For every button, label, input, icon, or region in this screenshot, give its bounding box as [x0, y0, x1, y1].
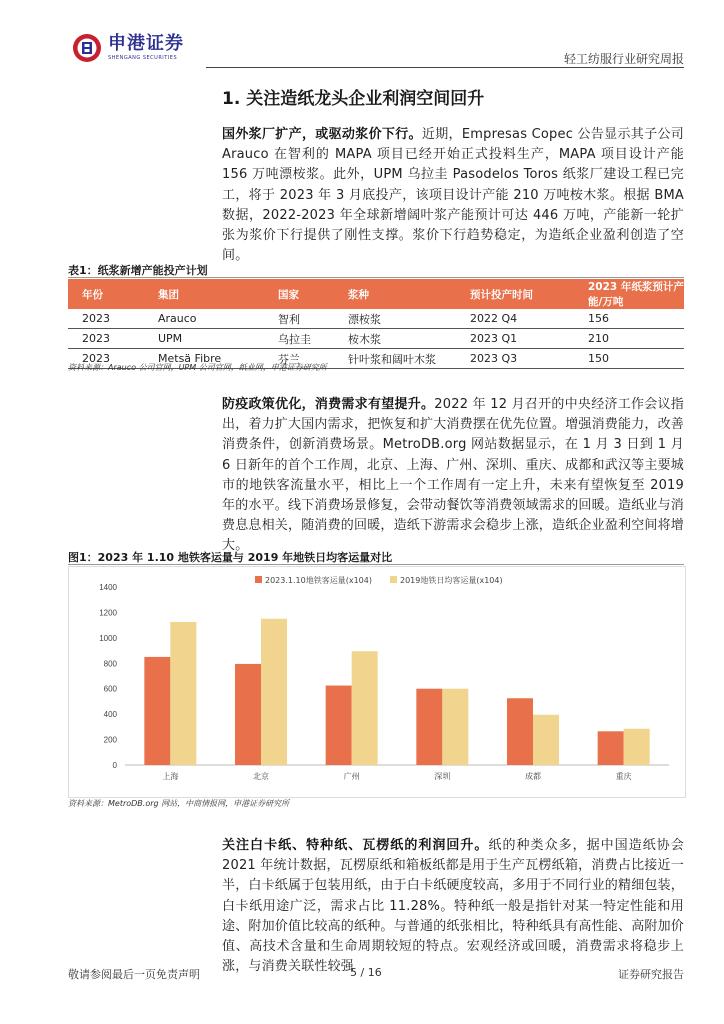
- paragraph-lead: 国外浆厂扩产，或驱动浆价下行。: [222, 127, 422, 142]
- paragraph-pulp-expansion: [222, 125, 684, 266]
- bar-baseline: [624, 729, 650, 765]
- bar-current: [507, 698, 533, 765]
- table-header-cell: 2023 年纸浆预计产能/万吨: [574, 279, 684, 309]
- x-tick-label: 成都: [525, 772, 541, 781]
- legend-label: 2023.1.10地铁客运量(x104): [265, 576, 372, 585]
- chart-canvas: [69, 567, 685, 797]
- logo-chinese-name: 申港证券: [108, 33, 184, 54]
- table-cell: 针叶浆和阔叶木浆: [334, 349, 456, 369]
- table-cell: UPM: [144, 329, 264, 349]
- y-tick-label: 200: [103, 735, 117, 745]
- paragraph-body: 2022 年 12 月召开的中央经济工作会议指出，着力扩大国内需求，把恢复和扩大消费摆在优先位置。增强消费能力，改善消费条件，创新消费场景。MetroDB.org 网站数据显示，在 1 月 3 日到 1 月 6 日新年的首个工作周，北京、上海、广州、深圳、重庆、成都和武汉等主要城市的地铁客流量水平，相比上一个工作周有一定上升，未来有望恢复至 2019 年的水平。线下消费场景修复，会带动餐饮等消费领域需求的回暖。造纸业与消费息息相关，随消费的回暖，造纸下游需求会稳步上涨，造纸企业盈利空间将增大。: [222, 397, 685, 554]
- table-cell: 156: [574, 309, 684, 329]
- pulp-capacity-table: [68, 279, 684, 369]
- report-type: 轻工纺服行业研究周报: [563, 52, 684, 66]
- x-tick-label: 广州: [343, 772, 360, 781]
- bar-baseline: [442, 689, 468, 765]
- paragraph-consumption-recovery: [222, 395, 684, 557]
- y-tick-label: 1000: [99, 633, 117, 643]
- table-cell: 2023: [68, 329, 144, 349]
- table-row: [68, 329, 684, 349]
- page-number: 5 / 16: [350, 966, 382, 979]
- table-row: [68, 309, 684, 329]
- paragraph-lead: 关注白卡纸、特种纸、瓦楞纸的利润回升。: [222, 838, 489, 853]
- company-logo: [72, 33, 184, 63]
- y-tick-label: 400: [103, 710, 117, 720]
- bar-baseline: [261, 619, 287, 765]
- bar-current: [598, 731, 624, 765]
- y-tick-label: 600: [103, 684, 117, 694]
- table-cell: 2023 Q1: [456, 329, 574, 349]
- logo-emblem-icon: [72, 33, 102, 63]
- bar-current: [326, 686, 352, 765]
- x-tick-label: 上海: [162, 772, 179, 781]
- bar-baseline: [352, 651, 378, 765]
- legend-swatch: [390, 576, 397, 583]
- paragraph-body: 近期，Empresas Copec 公告显示其子公司 Arauco 在智利的 MAPA 项目已经开始正式投料生产，MAPA 项目设计产能 156 万吨漂桉浆。此外，UPM 乌拉圭 Pasodelos Toros 纸浆厂建设工程已完工，将于 2023 年 3 月底投产，该项目设计产能 210 万吨桉木浆。根据 BMA 数据，2022-2023 年全球新增阔叶浆产能预计可达 446 万吨，产能新一轮扩张为浆价下行提供了刚性支撑。浆价下行趋势稳定，为造纸企业盈利创造了空间。: [222, 127, 684, 264]
- table-source: 资料来源：Arauco 公司官网，UPM 公司官网，纸业网，申港证券研究所: [68, 363, 327, 372]
- y-tick-label: 1400: [99, 583, 117, 592]
- paragraph-body: 纸的种类众多，据中国造纸协会 2021 年统计数据，瓦楞原纸和箱板纸都是用于生产瓦楞纸箱，消费占比接近一半，白卡纸属于包装用纸，由于白卡纸硬度较高，多用于不同行业的精细包装，白卡纸用途广泛，需求占比 11.28%。特种纸一般是指针对某一特定性能和用途、附加价值比较高的纸种。与普通的纸张相比，特种纸具有高性能、高附加价值、高技术含量和生命周期较短的特点。宏观经济或回暖，消费需求将稳步上涨，与消费关联性较强: [222, 838, 685, 975]
- table-header-cell: 浆种: [334, 279, 456, 309]
- paragraph-lead: 防疫政策优化，消费需求有望提升。: [222, 397, 435, 412]
- table-header-cell: 国家: [264, 279, 334, 309]
- table-caption: 表1：纸浆新增产能投产计划: [68, 264, 208, 277]
- bar-current: [416, 689, 442, 765]
- table-cell: 芬兰: [264, 349, 334, 369]
- footer-report-label: 证券研究报告: [618, 968, 684, 981]
- x-tick-label: 深圳: [434, 772, 451, 781]
- table-cell: 2023: [68, 349, 144, 369]
- figure-caption: 图1：2023 年 1.10 地铁客运量与 2019 年地铁日均客运量对比: [68, 551, 393, 564]
- figure-source: 资料来源：MetroDB.org 网站，中商情报网，申港证券研究所: [68, 799, 290, 808]
- table-header-row: [68, 279, 684, 309]
- metro-ridership-chart: [68, 566, 686, 798]
- bar-baseline: [170, 622, 196, 765]
- y-tick-label: 1200: [99, 608, 117, 618]
- y-tick-label: 0: [112, 761, 117, 770]
- y-tick-label: 800: [103, 659, 117, 669]
- legend-swatch: [255, 576, 262, 583]
- x-tick-label: 北京: [253, 772, 269, 781]
- caption-divider: [68, 564, 684, 565]
- table-cell: 2023 Q3: [456, 349, 574, 369]
- table-header-cell: 年份: [68, 279, 144, 309]
- bar-current: [235, 664, 261, 765]
- bar-current: [144, 657, 170, 765]
- table-header-cell: 集团: [144, 279, 264, 309]
- footer-disclaimer: 敬请参阅最后一页免责声明: [68, 968, 200, 981]
- header-divider: [206, 67, 684, 68]
- table-cell: Metsä Fibre: [144, 349, 264, 369]
- table-header-cell: 预计投产时间: [456, 279, 574, 309]
- logo-english-name: SHENGANG SECURITIES: [108, 55, 178, 61]
- table-cell: 桉木浆: [334, 329, 456, 349]
- table-cell: 乌拉圭: [264, 329, 334, 349]
- paragraph-paper-profit: [222, 836, 684, 977]
- legend-label: 2019地铁日均客运量(x104): [400, 576, 503, 585]
- table-cell: Arauco: [144, 309, 264, 329]
- bar-baseline: [533, 715, 559, 765]
- table-cell: 2023: [68, 309, 144, 329]
- table-cell: 漂桉浆: [334, 309, 456, 329]
- x-tick-label: 重庆: [615, 772, 632, 781]
- table-cell: 2022 Q4: [456, 309, 574, 329]
- table-cell: 210: [574, 329, 684, 349]
- caption-divider: [68, 277, 684, 278]
- table-cell: 150: [574, 349, 684, 369]
- table-cell: 智利: [264, 309, 334, 329]
- section-title: 1. 关注造纸龙头企业利润空间回升: [222, 89, 485, 109]
